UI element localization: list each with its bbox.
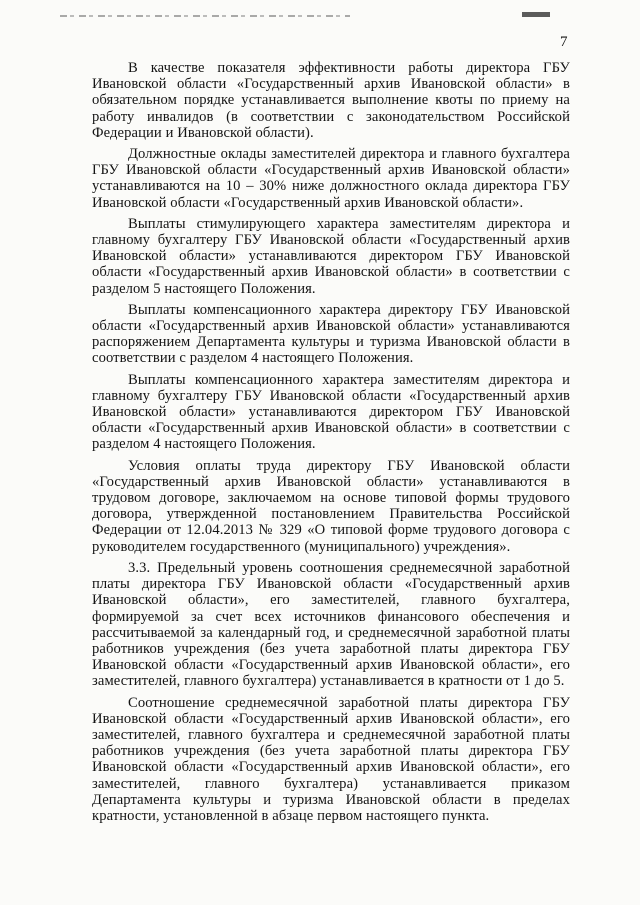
paragraph-salary-ratio-order: Соотношение среднемесячной заработной платы директора ГБУ Ивановской области «Государственный архив Ивановской области», его заместителей, главного бухгалтера и среднемесячной заработной платы работников учреждения (без учета заработной платы директора ГБУ Ивановской области «Государственный архив Ивановской области», его заместителей, главного бухгалтера) устанавливается приказом Департамента культуры и туризма Ивановской области в пределах кратности, установленной в абзаце первом настоящего пункта.: [92, 694, 570, 824]
scan-noise-line: [60, 15, 350, 17]
page-number: 7: [560, 34, 568, 50]
document-body: [92, 60, 570, 824]
paragraph-quota: В качестве показателя эффективности работы директора ГБУ Ивановской области «Государственный архив Ивановской области» в обязательном порядке устанавливается выполнение квоты по приему на работу инвалидов (в соответствии с законодательством Российской Федерации и Ивановской области).: [92, 60, 570, 141]
paragraph-deputy-compensation: Выплаты компенсационного характера заместителям директора и главному бухгалтеру ГБУ Ивановской области «Государственный архив Ивановской области» устанавливаются директором ГБУ Ивановской области «Государственный архив Ивановской области» в соответствии с разделом 4 настоящего Положения.: [92, 371, 570, 453]
scan-artifact-area: [0, 0, 640, 22]
paragraph-labor-contract: Условия оплаты труда директору ГБУ Ивановской области «Государственный архив Ивановской области» устанавливаются в трудовом договоре, заключаемом на основе типовой формы трудового договора, утвержденной постановлением Правительства Российской Федерации от 12.04.2013 № 329 «О типовой форме трудового договора с руководителем государственного (муниципального) учреждения».: [92, 457, 570, 555]
paragraph-deputy-salaries: Должностные оклады заместителей директора и главного бухгалтера ГБУ Ивановской области «Государственный архив Ивановской области» устанавливаются на 10 – 30% ниже должностного оклада директора ГБУ Ивановской области «Государственный архив Ивановской области».: [92, 146, 570, 211]
scan-mark: [522, 12, 550, 17]
paragraph-director-compensation: Выплаты компенсационного характера директору ГБУ Ивановской области «Государственный архив Ивановской области» устанавливаются распоряжением Департамента культуры и туризма Ивановской области в соответствии с разделом 4 настоящего Положения.: [92, 301, 570, 367]
paragraph-incentive-payments: Выплаты стимулирующего характера заместителям директора и главному бухгалтеру ГБУ Ивановской области «Государственный архив Ивановской области» устанавливаются директором ГБУ Ивановской области «Государственный архив Ивановской области» в соответствии с разделом 5 настоящего Положения.: [92, 215, 570, 297]
paragraph-salary-ratio-limit: 3.3. Предельный уровень соотношения среднемесячной заработной платы директора ГБУ Ивановской области «Государственный архив Ивановской области», его заместителей, главного бухгалтера, формируемой за счет всех источников финансового обеспечения и рассчитываемой за календарный год, и среднемесячной заработной платы работников учреждения (без учета заработной платы директора ГБУ Ивановской области «Государственный архив Ивановской области», его заместителей, главного бухгалтера) устанавливается в кратности от 1 до 5.: [92, 559, 570, 690]
